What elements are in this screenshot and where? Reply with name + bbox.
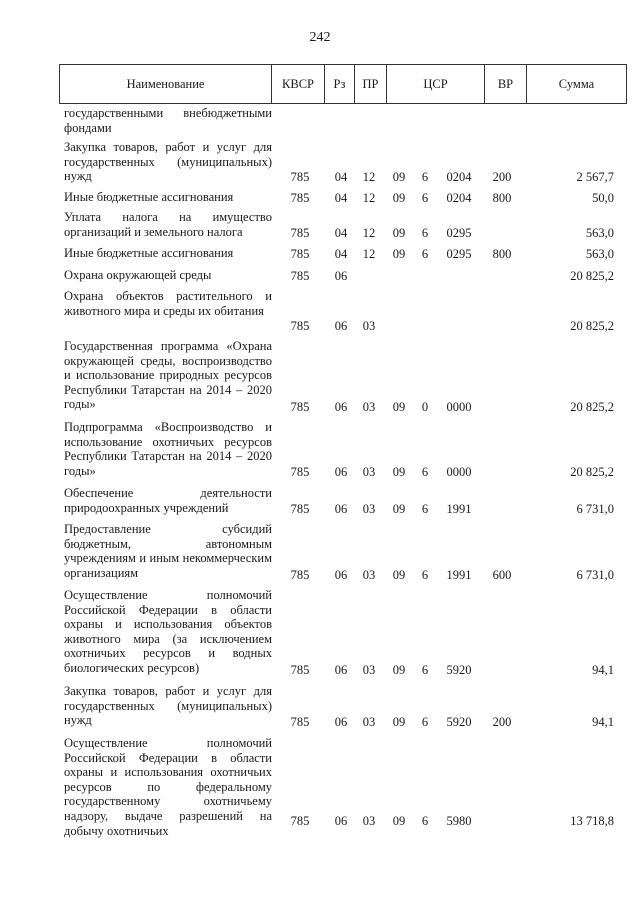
row-kvsr: 785 <box>290 715 310 729</box>
table-row <box>0 189 640 205</box>
row-sum: 6 731,0 <box>576 568 614 582</box>
row-pr: 03 <box>362 568 376 582</box>
row-csr-subprogram: 6 <box>421 170 429 184</box>
table-row <box>0 245 640 261</box>
row-sum: 20 825,2 <box>570 400 614 414</box>
row-pr: 12 <box>362 247 376 261</box>
row-csr-program: 09 <box>392 400 406 414</box>
table-row <box>0 736 640 838</box>
row-name: Иные бюджетные ассигнования <box>64 246 234 260</box>
row-pr: 03 <box>362 663 376 677</box>
row-csr-subprogram: 6 <box>421 226 429 240</box>
row-name: Предоставление субсидий бюджетным, автономным учреждениям и иным некоммерческим организациям <box>64 522 272 580</box>
row-name: Государственная программа «Охрана окружающей среды, воспроизводство и использование природных ресурсов Республики Татарстан на 2014 – 2020 годы» <box>64 339 272 412</box>
row-name: Иные бюджетные ассигнования <box>64 190 234 204</box>
header-sum: Сумма <box>526 65 626 103</box>
row-kvsr: 785 <box>290 400 310 414</box>
row-name: Осуществление полномочий Российской Федерации в области охраны и использования охотничьих ресурсов по федеральному государственному охотничьему надзору, выдаче разрешений на добычу охотничьих <box>64 736 272 838</box>
row-rz: 06 <box>334 814 348 828</box>
row-kvsr: 785 <box>290 269 310 283</box>
row-csr-subprogram: 6 <box>421 465 429 479</box>
row-kvsr: 785 <box>290 319 310 333</box>
row-vr: 800 <box>492 247 512 261</box>
table-row <box>0 140 640 184</box>
row-csr-program: 09 <box>392 715 406 729</box>
header-csr: ЦСР <box>386 65 484 103</box>
row-csr-program: 09 <box>392 814 406 828</box>
header-kvsr: КВСР <box>271 65 324 103</box>
row-csr-subprogram: 6 <box>421 568 429 582</box>
row-sum: 20 825,2 <box>570 465 614 479</box>
row-rz: 04 <box>334 247 348 261</box>
table-row <box>0 339 640 414</box>
table-row <box>0 267 640 283</box>
row-rz: 06 <box>334 502 348 516</box>
row-pr: 03 <box>362 502 376 516</box>
row-csr-subprogram: 6 <box>421 663 429 677</box>
row-name: Уплата налога на имущество организаций и земельного налога <box>64 210 272 239</box>
row-sum: 563,0 <box>585 247 614 261</box>
row-csr-subprogram: 6 <box>421 247 429 261</box>
row-name: государственными внебюджетными фондами <box>64 106 272 135</box>
row-sum: 13 718,8 <box>570 814 614 828</box>
row-csr-direction: 0000 <box>446 465 472 479</box>
row-rz: 04 <box>334 170 348 184</box>
row-name: Обеспечение деятельности природоохранных учреждений <box>64 486 272 515</box>
row-csr-subprogram: 6 <box>421 191 429 205</box>
row-csr-subprogram: 6 <box>421 502 429 516</box>
row-sum: 20 825,2 <box>570 269 614 283</box>
row-csr-direction: 1991 <box>446 502 472 516</box>
row-csr-direction: 5920 <box>446 663 472 677</box>
row-csr-program: 09 <box>392 663 406 677</box>
row-sum: 20 825,2 <box>570 319 614 333</box>
row-vr: 600 <box>492 568 512 582</box>
row-csr-direction: 0204 <box>446 170 472 184</box>
row-csr-subprogram: 6 <box>421 715 429 729</box>
row-csr-program: 09 <box>392 226 406 240</box>
row-kvsr: 785 <box>290 663 310 677</box>
row-name: Закупка товаров, работ и услуг для государственных (муниципальных) нужд <box>64 140 272 184</box>
row-rz: 06 <box>334 568 348 582</box>
row-rz: 04 <box>334 191 348 205</box>
row-vr: 800 <box>492 191 512 205</box>
row-name: Подпрограмма «Воспроизводство и использование охотничьих ресурсов Республики Татарстан на 2014 – 2020 годы» <box>64 420 272 478</box>
row-pr: 12 <box>362 170 376 184</box>
row-vr: 200 <box>492 715 512 729</box>
row-sum: 94,1 <box>592 663 614 677</box>
row-csr-direction: 0295 <box>446 247 472 261</box>
row-csr-direction: 0000 <box>446 400 472 414</box>
table-row <box>0 210 640 240</box>
row-csr-program: 09 <box>392 170 406 184</box>
header-pr: ПР <box>354 65 386 103</box>
row-pr: 03 <box>362 715 376 729</box>
table-row <box>0 486 640 516</box>
row-csr-program: 09 <box>392 568 406 582</box>
row-sum: 94,1 <box>592 715 614 729</box>
table-row <box>0 420 640 479</box>
row-csr-subprogram: 0 <box>421 400 429 414</box>
row-kvsr: 785 <box>290 226 310 240</box>
row-rz: 06 <box>334 319 348 333</box>
table-row <box>0 588 640 677</box>
row-name: Охрана объектов растительного и животного мира и среды их обитания <box>64 289 272 318</box>
row-pr: 12 <box>362 191 376 205</box>
row-kvsr: 785 <box>290 191 310 205</box>
page-number: 242 <box>309 30 331 45</box>
row-sum: 6 731,0 <box>576 502 614 516</box>
row-pr: 12 <box>362 226 376 240</box>
row-csr-direction: 0295 <box>446 226 472 240</box>
row-csr-direction: 5980 <box>446 814 472 828</box>
row-kvsr: 785 <box>290 502 310 516</box>
row-csr-direction: 0204 <box>446 191 472 205</box>
header-vr: ВР <box>484 65 526 103</box>
row-csr-direction: 5920 <box>446 715 472 729</box>
row-pr: 03 <box>362 319 376 333</box>
row-csr-program: 09 <box>392 465 406 479</box>
row-rz: 06 <box>334 663 348 677</box>
row-rz: 06 <box>334 465 348 479</box>
row-pr: 03 <box>362 400 376 414</box>
table-row <box>0 684 640 729</box>
row-csr-subprogram: 6 <box>421 814 429 828</box>
row-sum: 2 567,7 <box>576 170 614 184</box>
row-sum: 563,0 <box>585 226 614 240</box>
table-header <box>59 64 627 104</box>
row-name: Закупка товаров, работ и услуг для государственных (муниципальных) нужд <box>64 684 272 728</box>
row-rz: 04 <box>334 226 348 240</box>
row-sum: 50,0 <box>592 191 614 205</box>
row-kvsr: 785 <box>290 170 310 184</box>
row-kvsr: 785 <box>290 814 310 828</box>
table-row <box>0 522 640 582</box>
row-kvsr: 785 <box>290 465 310 479</box>
row-pr: 03 <box>362 465 376 479</box>
row-rz: 06 <box>334 269 348 283</box>
header-name: Наименование <box>126 77 205 91</box>
header-rz: Рз <box>324 65 354 103</box>
row-csr-program: 09 <box>392 191 406 205</box>
table-row <box>0 289 640 333</box>
row-name: Охрана окружающей среды <box>64 268 212 282</box>
table-row <box>0 106 640 136</box>
row-pr: 03 <box>362 814 376 828</box>
row-rz: 06 <box>334 400 348 414</box>
row-name: Осуществление полномочий Российской Федерации в области охраны и использования объектов животного мира (за исключением охотничьих ресурсов и водных биологических ресурсов) <box>64 588 272 675</box>
row-kvsr: 785 <box>290 247 310 261</box>
row-kvsr: 785 <box>290 568 310 582</box>
row-csr-program: 09 <box>392 247 406 261</box>
row-csr-direction: 1991 <box>446 568 472 582</box>
row-csr-program: 09 <box>392 502 406 516</box>
row-rz: 06 <box>334 715 348 729</box>
row-vr: 200 <box>492 170 512 184</box>
